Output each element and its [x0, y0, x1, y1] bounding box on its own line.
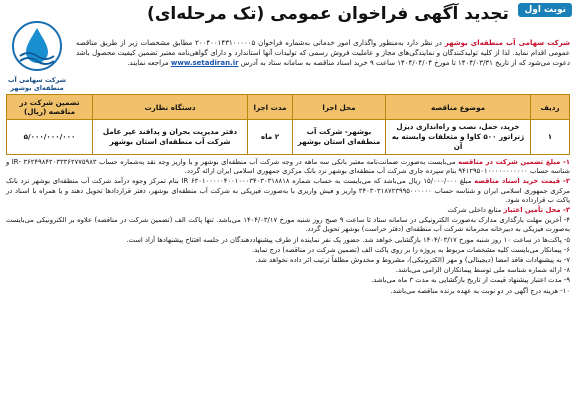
clause-2 [6, 177, 570, 205]
cell-subject: خرید، حمل، نصب و راه‌اندازی دیزل ژنراتور ۵۰۰ کاوا و متعلقات وابسته به آن [386, 120, 531, 155]
clause-10-text: ۱۰- هزینه درج آگهی در دو نوبت به عهده برنده مناقصه می‌باشد. [390, 286, 570, 295]
clause-5-text: ۵- پاکت‌ها در ساعت ۱۰ روز شنبه مورخ ۱۴۰۴/۰۳/۱۷ بازگشایی خواهد شد. حضور یک نفر نماینده از طرف پیشنهاددهندگان در جلسه افتتاح پیشنهادها آزاد است. [126, 235, 570, 244]
water-company-logo-icon [10, 20, 64, 72]
intro-company: شرکت سهامی آب منطقه‌ای بوشهر [444, 39, 570, 47]
intro-paragraph [76, 38, 570, 68]
clause-4-text: ۴- آخرین مهلت بارگذاری مدارک به‌صورت الکترونیکی در سامانه ستاد تا ساعت ۹ صبح روز شنبه مورخ ۱۴۰۴/۰۳/۱۷ می‌باشد. تنها پاکت الف (تضمین شرکت در مناقصه) علاوه بر الکترونیکی می‌بایست به‌صورت فیزیکی به دبیرخانه محرمانه شرکت آب منطقه‌ای (دفتر حراست) بوشهر تحویل گردد. [6, 216, 570, 234]
clauses-list [6, 158, 570, 297]
col-supervisor: دستگاه نظارت [93, 95, 248, 120]
cell-guarantee: ۵/۰۰۰/۰۰۰/۰۰۰ [7, 120, 93, 155]
clause-8-text: ۸- ارائه شماره شناسه ملی توسط پیمانکاران الزامی می‌باشد. [395, 266, 570, 275]
clause-6-text: ۶- پیمانکار می‌بایست کلیه مشخصات مربوط به پروژه را بر روی پاکت الف (تضمین شرکت در مناقصه) درج نماید. [251, 245, 570, 254]
table-header-row [7, 95, 570, 120]
intro-tail: مراجعه نمایند. [127, 59, 171, 67]
intro-body: در نظر دارد به‌منظور واگذاری امور خدماتی به‌شماره فراخوان ۲۰۰۴۰۰۱۴۳۱۰۰۰۰۰۵ مطابق مشخصات زیر از طریق مناقصه عمومی اقدام نماید. لذا از کلیه تولیدکنندگان و نمایندگی‌های مجاز و عاملیت فروش رسمی که تولیدات آنها استاندارد و دارای گواهی‌نامه معتبر تضمین کیفیت محصول باشد دعوت می‌شود که از تاریخ ۱۴۰۴/۰۳/۳۱ تا مورخ ۱۴۰۴/۰۴/۰۴ ساعت ۹ خرید اسناد مناقصه به سامانه ستاد به آدرس [76, 39, 570, 67]
cell-row-number: ۱ [531, 120, 570, 155]
clause-5 [6, 236, 570, 245]
round-badge: نوبت اول [518, 3, 572, 17]
clause-8 [6, 266, 570, 275]
notice-title: تجدید آگهی فراخوان عمومی (تک مرحله‌ای) [147, 4, 509, 24]
clause-3 [6, 206, 570, 215]
cell-supervisor: دفتر مدیریت بحران و پدافند غیر عامل شرکت آب منطقه‌ای استان بوشهر [93, 120, 248, 155]
clause-3-head: ۳- محل تأمین اعتبار [503, 206, 570, 215]
clause-6 [6, 246, 570, 255]
cell-duration: ۲ ماه [248, 120, 293, 155]
logo-label: شرکت سهامی آب منطقه‌ای بوشهر [7, 76, 67, 92]
col-duration: مدت اجرا [248, 95, 293, 120]
clause-1-text: می‌بایست به‌صورت ضمانت‌نامه معتبر بانکی سه ماهه در وجه شرکت آب منطقه‌ای بوشهر و یا واریز وجه نقد به‌شماره حساب ۳۶۲۴۹۸۴۲۰۳۳۳۶۲۷۷۵۹۸۳ -IR و شناسه حساب ۹۴۱۲۹۵۰۱۰۰۰۰۰۰۰۰۰۰۰ بنام سپرده جاری شرکت آب منطقه‌ای بوشهر نزد بانک مرکزی جمهوری اسلامی ایران ارائه گردد. [6, 158, 570, 176]
clause-4 [6, 216, 570, 234]
clause-7-text: ۷- به پیشنهادات فاقد امضا (دیجیتالی) و مهر (الکترونیکی)، مشروط و مخدوش مطلقاً ترتیب اثر داده نخواهد شد. [255, 256, 570, 265]
clause-7 [6, 256, 570, 265]
cell-location: بوشهر- شرکت آب منطقه‌ای استان بوشهر [293, 120, 386, 155]
water-company-logo [4, 20, 70, 90]
col-location: محل اجرا [293, 95, 386, 120]
tender-table [6, 94, 570, 155]
clause-10 [6, 287, 570, 296]
col-guarantee: تضمین شرکت در مناقصه (ریال) [7, 95, 93, 120]
setad-link[interactable]: www.setadiran.ir [170, 59, 239, 67]
clause-9 [6, 276, 570, 285]
clause-2-head: ۲- قیمت خرید اسناد مناقصه [474, 177, 570, 186]
clause-1 [6, 158, 570, 176]
col-subject: موضوع مناقصه [386, 95, 531, 120]
table-row [7, 120, 570, 155]
clause-3-text: منابع داخلی شرکت [447, 206, 504, 215]
clause-1-head: ۱- مبلغ تضمین شرکت در مناقصه [458, 158, 570, 166]
col-row-number: ردیف [531, 95, 570, 120]
clause-2-text: مبلغ ۱۵/۰۰۰/۰۰۰ ریال می‌باشد که می‌بایست به حساب شماره IR ۶۳۰۱۰۰۰۰۰۴۰۰۱۰۰۰۳۴۰۳۰۳۱۸۸۱۸ بنام تمرکز وجوه درآمد شرکت آب منطقه‌ای بوشهر نزد بانک مرکزی جمهوری اسلامی ایران و شناسه حساب ۳۴۰۳۰۳۱۸۷۲۳۹۹۵۰۰۰۰۰۰ واریز و فیش واریزی با به‌صورت فیزیکی به شرکت آب منطقه‌ای بوشهر، دفتر قراردادها تحویل دهند و یا همراه با اسناد در پاکت ب قرارداده شود. [6, 177, 571, 204]
clause-9-text: ۹- مدت اعتبار پیشنهاد قیمت از تاریخ بازگشایی به مدت ۳ ماه می‌باشد. [371, 276, 570, 285]
